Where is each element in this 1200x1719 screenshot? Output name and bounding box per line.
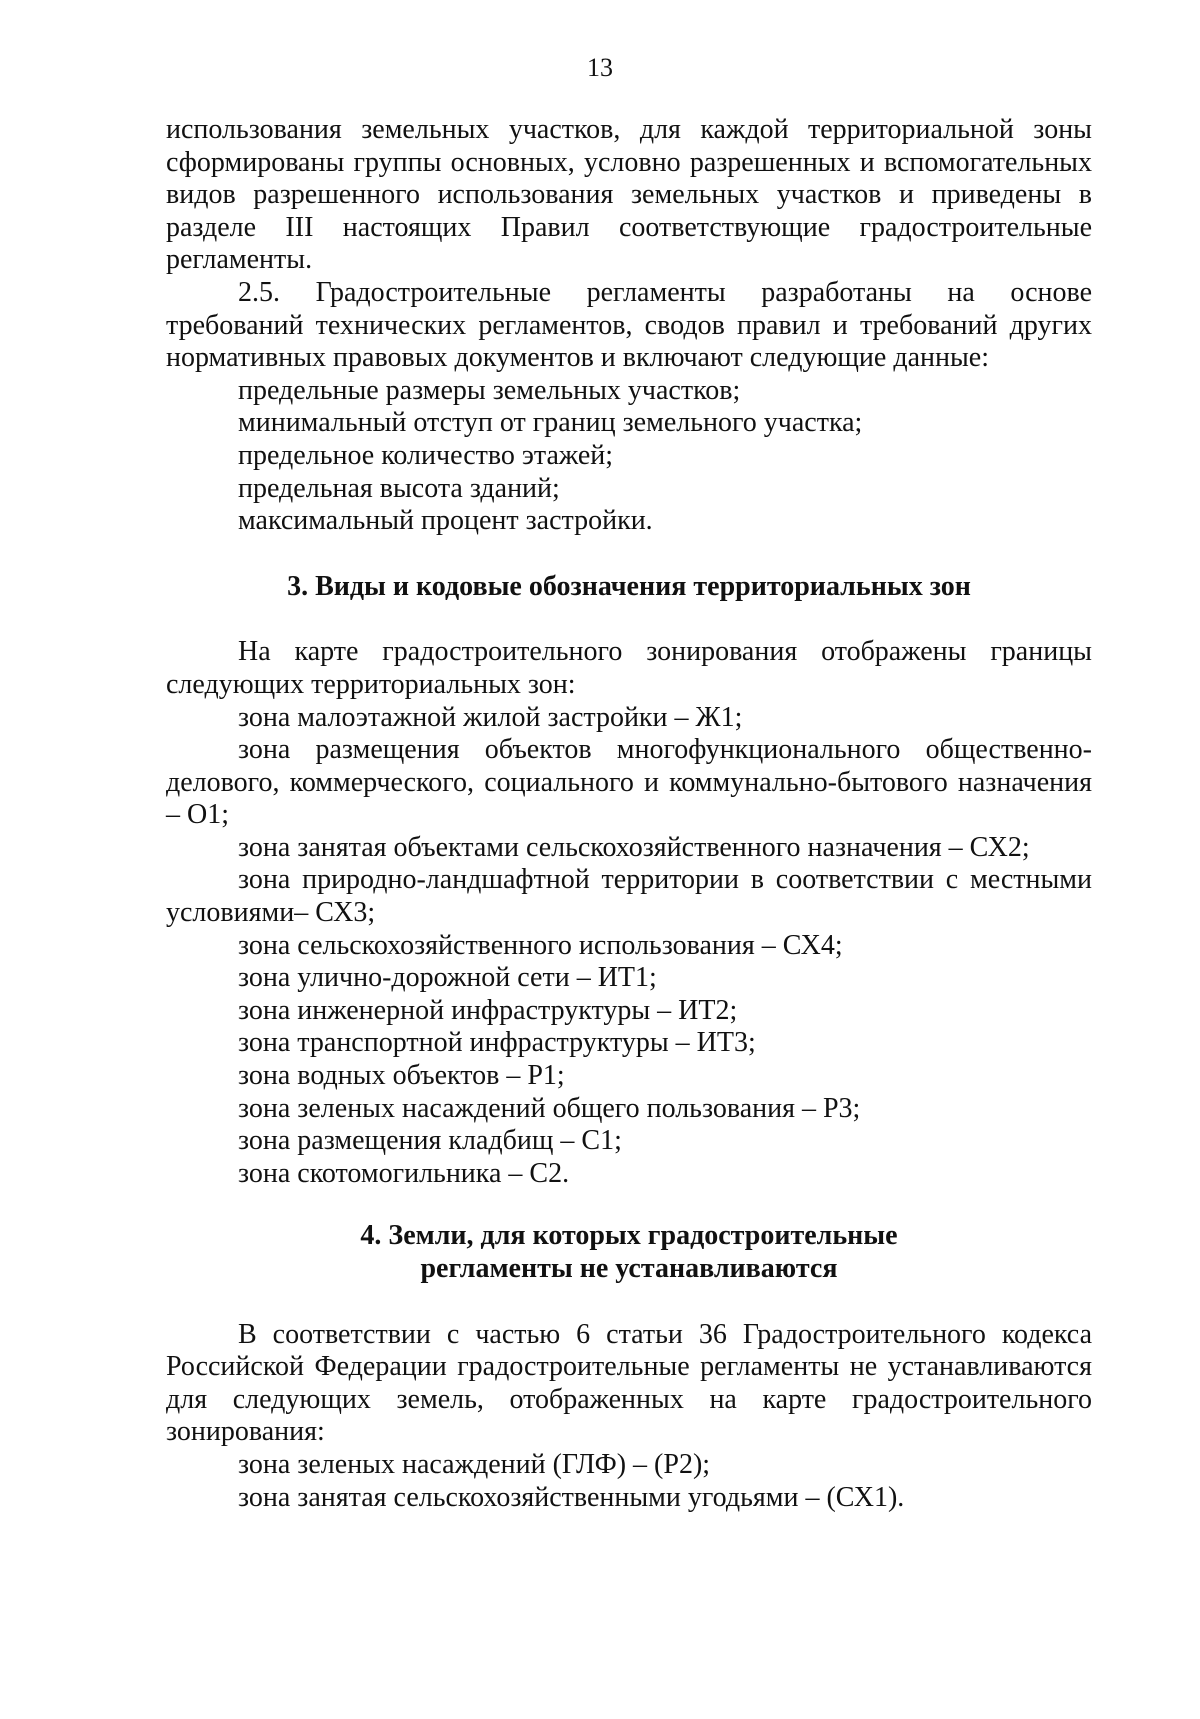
data-item: минимальный отступ от границ земельного участка; <box>238 407 863 439</box>
section-4-heading-line1: 4. Земли, для которых градостроительные <box>360 1220 898 1252</box>
zone-item: зона размещения кладбищ – С1; <box>238 1125 622 1157</box>
page-number: 13 <box>587 53 613 82</box>
exempt-zone-item: зона зеленых насаждений (ГЛФ) – (Р2); <box>238 1448 711 1480</box>
zone-item: зона размещения объектов многофункционального общественно-делового, коммерческого, социального и коммунально-бытового назначения – О1; <box>166 734 1092 831</box>
zone-item: зона транспортной инфраструктуры – ИТ3; <box>238 1027 756 1059</box>
data-item: предельное количество этажей; <box>238 439 614 471</box>
zone-item: зона водных объектов – Р1; <box>238 1060 565 1092</box>
clause-2-5: 2.5. Градостроительные регламенты разработаны на основе требований технических регламентов, сводов правил и требований других нормативных правовых документов и включают следующие данные: <box>166 276 1092 374</box>
section-4-lead: В соответствии с частью 6 статьи 36 Градостроительного кодекса Российской Федерации градостроительные регламенты не устанавливаются для следующих земель, отображенных на карте градостроительного зонирования: <box>166 1318 1092 1448</box>
zone-item: зона занятая объектами сельскохозяйственного назначения – СХ2; <box>238 831 1030 863</box>
zone-item: зона зеленых насаждений общего пользования – Р3; <box>238 1092 861 1124</box>
zone-item: зона малоэтажной жилой застройки – Ж1; <box>238 701 743 733</box>
data-item: предельные размеры земельных участков; <box>238 374 741 406</box>
exempt-zone-item: зона занятая сельскохозяйственными угодьями – (СХ1). <box>238 1481 905 1513</box>
data-item: максимальный процент застройки. <box>238 505 653 537</box>
zone-item: зона сельскохозяйственного использования – СХ4; <box>238 929 843 961</box>
zone-item: зона природно-ландшафтной территории в соответствии с местными условиями– СХ3; <box>166 864 1092 929</box>
section-3-heading: 3. Виды и кодовые обозначения территориальных зон <box>287 570 971 602</box>
document-body <box>166 114 1092 1514</box>
zone-item: зона инженерной инфраструктуры – ИТ2; <box>238 994 738 1026</box>
section-3-lead: На карте градостроительного зонирования отображены границы следующих территориальных зон: <box>166 636 1092 700</box>
zone-item: зона улично-дорожной сети – ИТ1; <box>238 962 657 994</box>
intro-continuation: использования земельных участков, для каждой территориальной зоны сформированы группы основных, условно разрешенных и вспомогательных видов разрешенного использования земельных участков и приведены в разделе III настоящих Правил соответствующие градостроительные регламенты. <box>166 114 1092 276</box>
data-item: предельная высота зданий; <box>238 472 560 504</box>
zone-item: зона скотомогильника – С2. <box>238 1157 570 1189</box>
section-4-heading-line2: регламенты не устанавливаются <box>420 1253 838 1284</box>
